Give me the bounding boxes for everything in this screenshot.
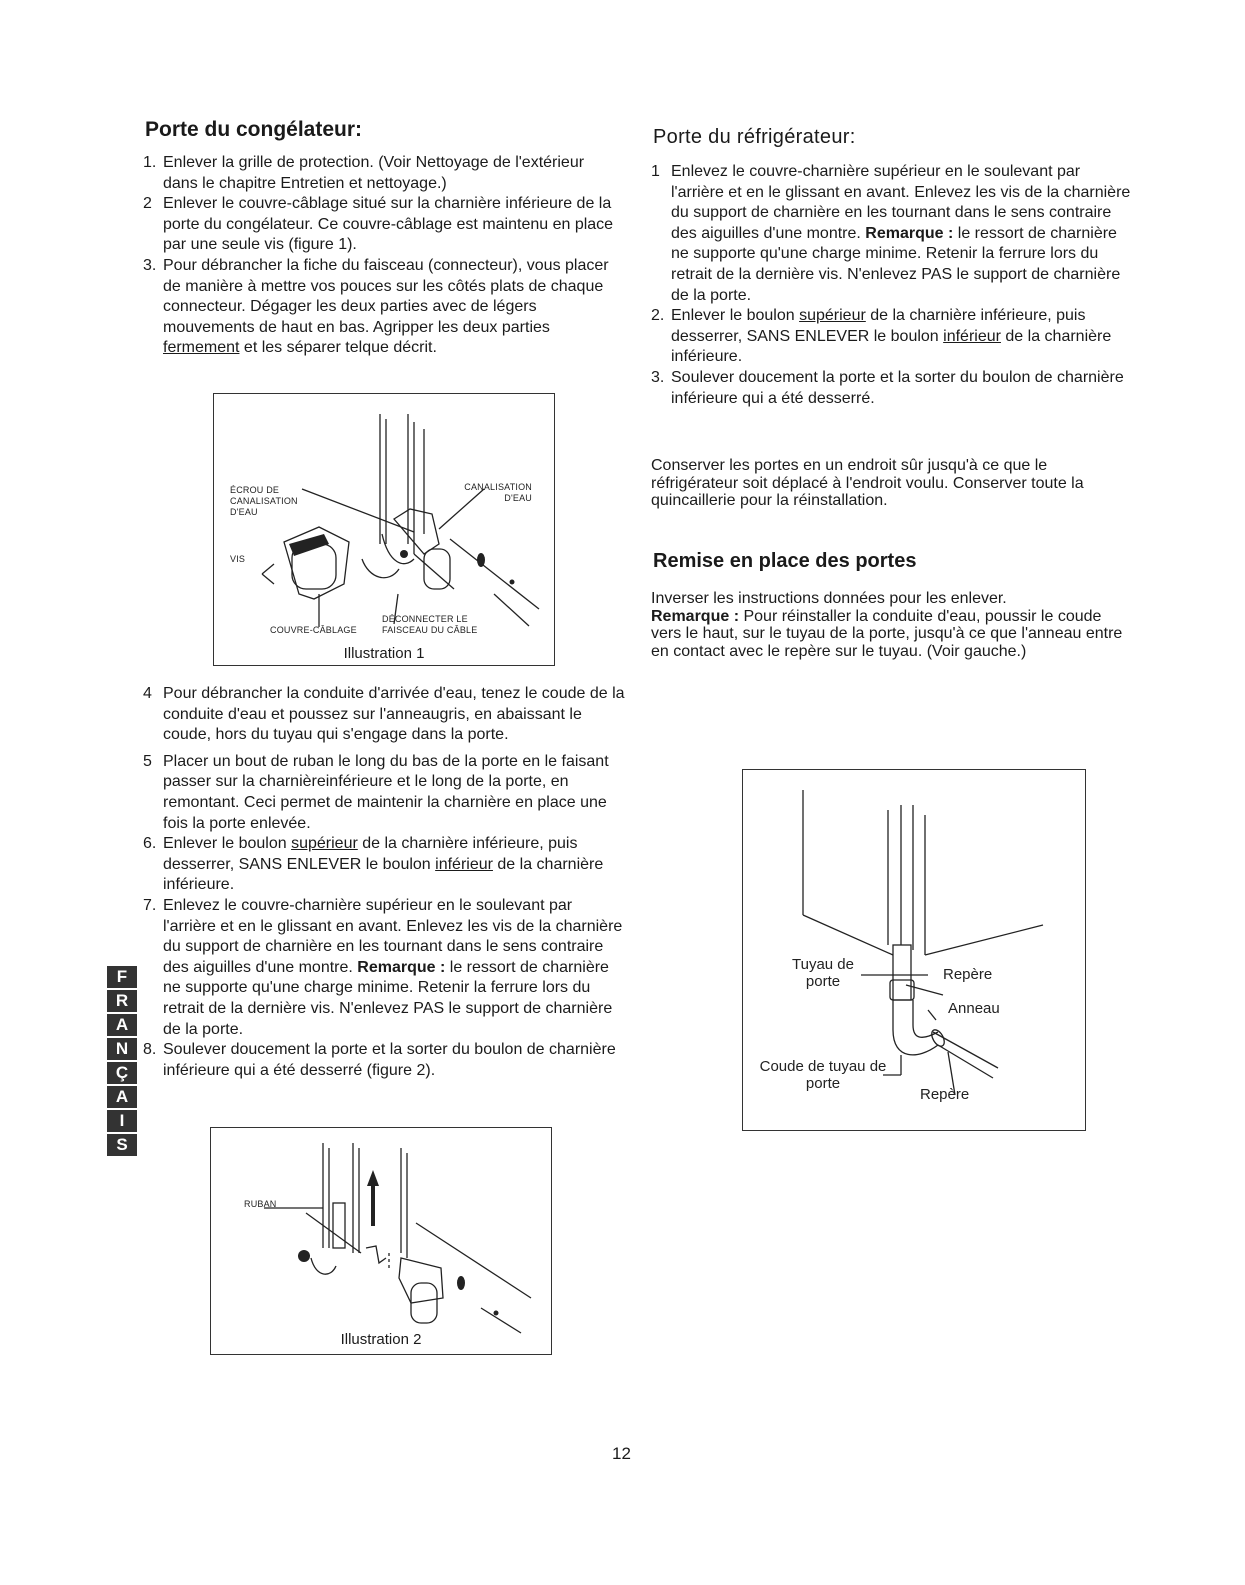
step-number: 6.	[143, 835, 157, 853]
step-number: 2	[143, 195, 152, 213]
list-item	[143, 752, 625, 834]
step-text: Enlever la grille de protection. (Voir Nettoyage de l'extérieur dans le chapitre Entretien et nettoyage.)	[163, 154, 585, 192]
label-marker-1: Repère	[943, 966, 993, 983]
list-item	[143, 153, 621, 194]
step-number: 8.	[143, 1041, 157, 1059]
label-door-tube: Tuyau de porte	[792, 956, 854, 990]
underlined-word: supérieur	[291, 835, 358, 853]
freezer-steps-list-b	[143, 684, 625, 1081]
fig1-caption: Illustration 1	[343, 645, 425, 662]
fig2-caption: Illustration 2	[340, 1331, 422, 1348]
list-item	[651, 306, 1131, 368]
step-number: 3.	[143, 256, 157, 274]
tab-letter: Ç	[107, 1062, 137, 1084]
reinstall-paragraph	[651, 590, 1131, 660]
tape-hinge-drawing	[211, 1128, 551, 1354]
remark-label: Remarque :	[357, 958, 446, 976]
step-text: le ressort de charnière ne supporte qu'une charge minime. Retenir la ferrure lors du retrait de la dernière vis. N'enlevez PAS le support de charnière de la porte.	[163, 958, 613, 1038]
fig1-label-couvre-cablage: COUVRE-CÂBLAGE	[270, 625, 357, 635]
list-item	[143, 834, 625, 896]
step-number: 7.	[143, 896, 157, 914]
step-number: 2.	[651, 307, 665, 325]
step-number: 5	[143, 752, 152, 770]
step-number: 1.	[143, 154, 157, 171]
freezer-steps-list-a	[143, 153, 621, 359]
step-text: de la charnière inférieure, puis desserrer, SANS ENLEVER le boulon	[163, 835, 578, 873]
step-text: de la charnière inférieure.	[671, 327, 1112, 366]
section-heading-freezer-door: Porte du congélateur:	[145, 118, 363, 141]
reinstall-text: Inverser les instructions données pour les enlever.	[651, 590, 1007, 607]
tab-letter: A	[107, 1014, 137, 1036]
list-item	[651, 368, 1131, 409]
step-text: Enlever le couvre-câblage situé sur la charnière inférieure de la porte du congélateur. Ce couvre-câblage est maintenu en place par une seule vis (figure 1).	[163, 195, 614, 254]
list-item	[143, 256, 621, 359]
label-tube-elbow: Coude de tuyau de porte	[759, 1058, 887, 1092]
tab-letter: R	[107, 990, 137, 1012]
remark-label: Remarque :	[865, 224, 954, 242]
list-item	[143, 1040, 625, 1081]
fridge-steps-list	[651, 162, 1131, 409]
fig1-label-vis: VIS	[230, 554, 246, 564]
tab-letter: S	[107, 1134, 137, 1156]
step-text: le ressort de charnière ne supporte qu'une charge minime. Retenir la ferrure lors du retrait de la dernière vis. N'enlevez PAS le support de charnière de la porte.	[671, 224, 1121, 304]
underlined-word: supérieur	[799, 307, 866, 325]
step-text: Placer un bout de ruban le long du bas de la porte en le faisant passer sur la charnièreinférieure et le long de la porte, en remontant. Ceci permet de maintenir la charnière en place une fois la porte enlevée.	[163, 752, 609, 832]
page-number: 12	[612, 1444, 631, 1463]
step-text: Enlevez le couvre-charnière supérieur en le soulevant par l'arrière et en le glissant en avant. Enlevez les vis de la charnière du support de charnière en les tournant dans le sens contraire des aiguilles d'une montre.	[671, 163, 1131, 242]
step-text: de la charnière inférieure.	[163, 855, 604, 894]
step-number: 3.	[651, 368, 665, 386]
step-text: Soulever doucement la porte et la sorter du boulon de charnière inférieure qui a été desserré.	[671, 368, 1124, 407]
tab-letter: I	[107, 1110, 137, 1132]
tab-letter: N	[107, 1038, 137, 1060]
underlined-word: inférieur	[435, 855, 493, 873]
underlined-word: fermement	[163, 339, 240, 357]
language-tab-francais	[107, 966, 143, 1158]
step-number: 4	[143, 685, 152, 702]
step-text: Pour débrancher la conduite d'arrivée d'eau, tenez le coude de la conduite d'eau et poussez sur l'anneaugris, en abaissant le coude, hors du tuyau qui s'engage dans la porte.	[163, 685, 625, 744]
label-ring: Anneau	[948, 1000, 1000, 1017]
fig1-label-canalisation: CANALISATION D'EAU	[464, 482, 532, 503]
step-text: de la charnière inférieure, puis desserrer, SANS ENLEVER le boulon	[671, 307, 1086, 345]
fig1-label-deconnecter: DÉCONNECTER LE FAISCEAU DU CÂBLE	[382, 614, 478, 635]
step-text: et les séparer telque décrit.	[239, 339, 437, 357]
step-text: Enlever le boulon	[163, 835, 292, 853]
step-number: 1	[651, 163, 660, 180]
list-item	[143, 896, 625, 1040]
section-heading-reinstall: Remise en place des portes	[653, 550, 917, 572]
step-text: Soulever doucement la porte et la sorter du boulon de charnière inférieure qui a été desserré (figure 2).	[163, 1041, 616, 1079]
water-line-illustration	[742, 769, 1086, 1131]
list-item	[143, 684, 625, 746]
section-heading-fridge-door: Porte du réfrigérateur:	[653, 126, 856, 148]
remark-text: Pour réinstaller la conduite d'eau, poussir le coude vers le haut, sur le tuyau de la porte, jusqu'à ce que l'anneau entre en contact avec le repère sur le tuyau. (Voir gauche.)	[651, 607, 1123, 660]
illustration-1	[213, 393, 555, 666]
label-marker-2: Repère	[920, 1086, 970, 1103]
fig1-label-ecrou: ÉCROU DE CANALISATION D'EAU	[230, 485, 298, 517]
list-item	[143, 194, 621, 256]
fig2-label-ruban: RUBAN	[244, 1199, 277, 1209]
step-text: Enlever le boulon	[671, 307, 800, 325]
step-text: Enlevez le couvre-charnière supérieur en le soulevant par l'arrière et en le glissant en avant. Enlevez les vis de la charnière du support de charnière en les tournant dans le sens contraire des aiguilles d'une montre.	[163, 896, 623, 976]
remark-label: Remarque :	[651, 607, 740, 625]
illustration-2	[210, 1127, 552, 1355]
tab-letter: F	[107, 966, 137, 988]
step-text: Pour débrancher la fiche du faisceau (connecteur), vous placer de manière à mettre vos pouces sur les côtés plats de chaque connecteur. Dégager les deux parties avec de légers mouvements de haut en bas. Agripper les deux parties	[163, 256, 609, 336]
list-item	[651, 162, 1131, 306]
underlined-word: inférieur	[943, 327, 1001, 345]
storage-paragraph: Conserver les portes en un endroit sûr jusqu'à ce que le réfrigérateur soit déplacé à l'endroit voulu. Conserver toute la quincaillerie pour la réinstallation.	[651, 457, 1084, 509]
tab-letter: A	[107, 1086, 137, 1108]
